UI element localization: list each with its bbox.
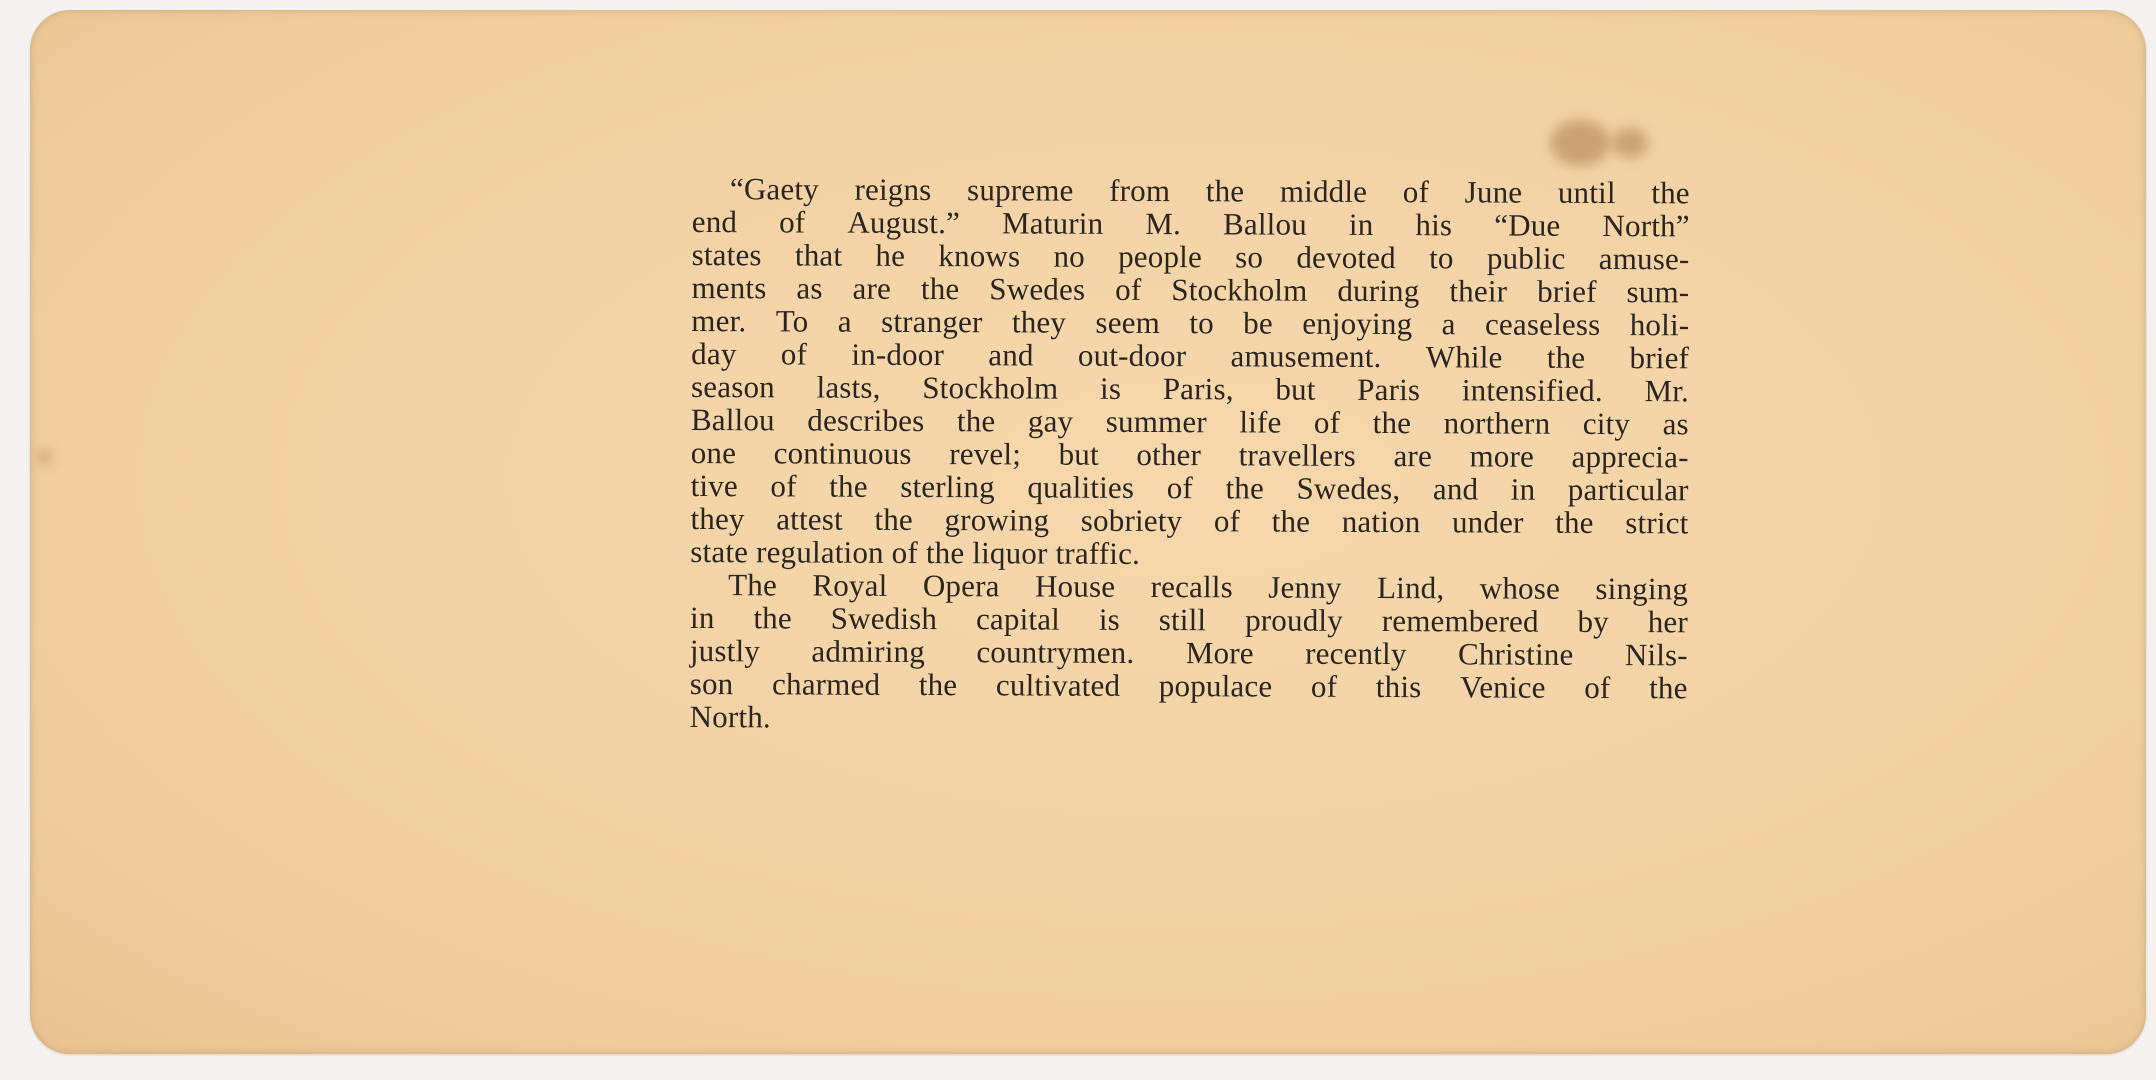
- stain-mark: [38, 450, 50, 464]
- stain-mark: [1550, 120, 1610, 166]
- text-line: Ballou describes the gay summer life of the northern city as: [690, 401, 1689, 442]
- text-line: season lasts, Stockholm is Paris, but Paris intensified. Mr.: [690, 368, 1690, 409]
- text-line: tive of the sterling qualities of the Swedes, and in particular: [690, 467, 1689, 508]
- text-line: state regulation of the liquor traffic.: [690, 533, 1141, 571]
- stain-mark: [1612, 128, 1648, 158]
- text-line: ments as are the Swedes of Stockholm during their brief sum-: [691, 269, 1690, 310]
- text-line: one continuous revel; but other travellers are more apprecia-: [690, 434, 1689, 475]
- text-line: North.: [689, 698, 771, 735]
- text-line: “Gaety reigns supreme from the middle of June until the: [729, 171, 1690, 211]
- text-line: states that he knows no people so devoted to public amuse-: [691, 236, 1690, 277]
- text-line: in the Swedish capital is still proudly remembered by her: [689, 599, 1689, 640]
- text-line: day of in-door and out-door amusement. While the brief: [691, 335, 1690, 376]
- stereoview-card-back: [30, 10, 2146, 1054]
- text-line: end of August.” Maturin M. Ballou in his “Due North”: [691, 203, 1690, 244]
- description-text: [690, 172, 1690, 737]
- text-line: The Royal Opera House recalls Jenny Lind, whose singing: [728, 567, 1689, 607]
- text-line: justly admiring countrymen. More recently Christine Nils-: [689, 632, 1688, 673]
- text-line: they attest the growing sobriety of the nation under the strict: [690, 500, 1689, 541]
- text-line: son charmed the cultivated populace of this Venice of the: [689, 665, 1688, 706]
- text-line: mer. To a stranger they seem to be enjoying a ceaseless holi-: [691, 302, 1690, 343]
